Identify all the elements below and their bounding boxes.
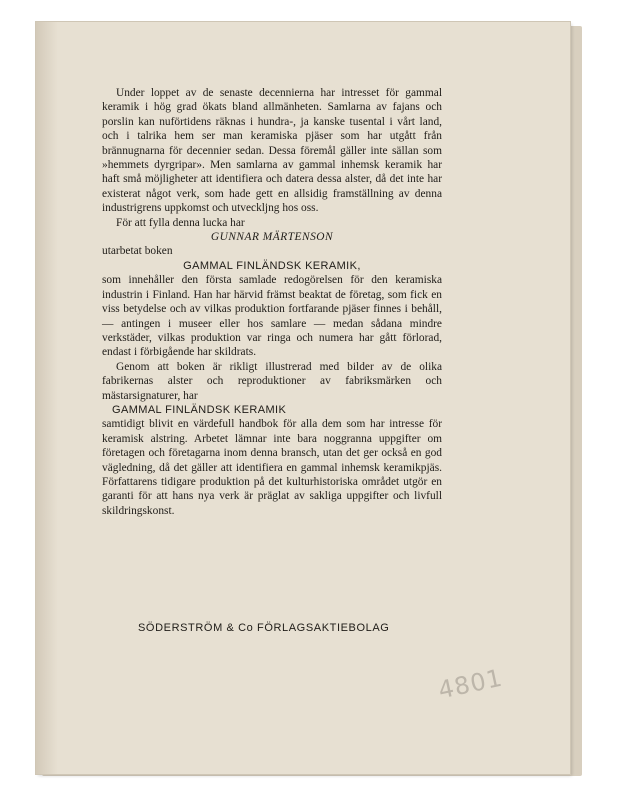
intro-paragraph: Under loppet av de senaste decennierna har intresset för gammal keramik i hög grad ökats bland allmänheten. Samlarna av fajans och porslin kan nuförtidens räknas i hundra-, ja kanske tusental i vårt land, och i talrika hem ser man keramiska pjäser som har utgått från brännugnarna för decennier sedan. Dessa föremål gäller inte sällan som »hemmets dyrgripar». Men samlarna av gammal inhemsk keramik har haft små möjligheter att identifiera och datera dessa alster, då det inte har existerat något verk, som hade gett en allsidig framställning av denna industrigrens uppkomst och utveckljng hos oss. bbox=[102, 87, 442, 215]
contents-paragraph: som innehåller den första samlade redogörelsen för den keramiska industrin i Finland. Han har härvid främst beaktat de företag, som fick en viss betydelse och av vilkas produktion fortfarande pjäser finnes i behåll, — antingen i museer eller hos samlare — medan sådana mindre verkstäder, vilkas produktion var ringa och numera har gått förlorad, endast i förbigående har skildrats. bbox=[102, 274, 442, 359]
prepared-line: utarbetat boken bbox=[102, 245, 173, 258]
pencil-annotation: 4801 bbox=[435, 663, 506, 705]
book-title: GAMMAL FINLÄNDSK KERAMIK, bbox=[183, 259, 361, 272]
page-edge-stain bbox=[36, 22, 58, 774]
fill-gap-line: För att fylla denna lucka har bbox=[116, 216, 245, 229]
page-text bbox=[102, 86, 442, 518]
author-name: GUNNAR MÄRTENSON bbox=[210, 231, 334, 244]
handbook-paragraph: samtidigt blivit en värdefull handbok för alla dem som har intresse för keramisk alstring. Arbetet lämnar inte bara noggranna uppgifter om företagen och företagarna inom denna bransch, utan det ger också en god vägledning, då det gäller att identifiera en gammal inhemsk keramikpjäs. Författarens tidigare produktion på det kulturhistoriska området utgör en garanti för att hans nya verk är präglat av sakliga uppgifter och livfull skildringskonst. bbox=[102, 418, 442, 517]
book-title-repeat: GAMMAL FINLÄNDSK KERAMIK bbox=[112, 403, 287, 416]
illustrations-paragraph: Genom att boken är rikligt illustrerad med bilder av de olika fabrikernas alster och reproduktioner av fabriksmärken och mästarsignaturer, har bbox=[102, 360, 442, 402]
publisher-name: SÖDERSTRÖM & Co FÖRLAGSAKTIEBOLAG bbox=[138, 622, 390, 634]
